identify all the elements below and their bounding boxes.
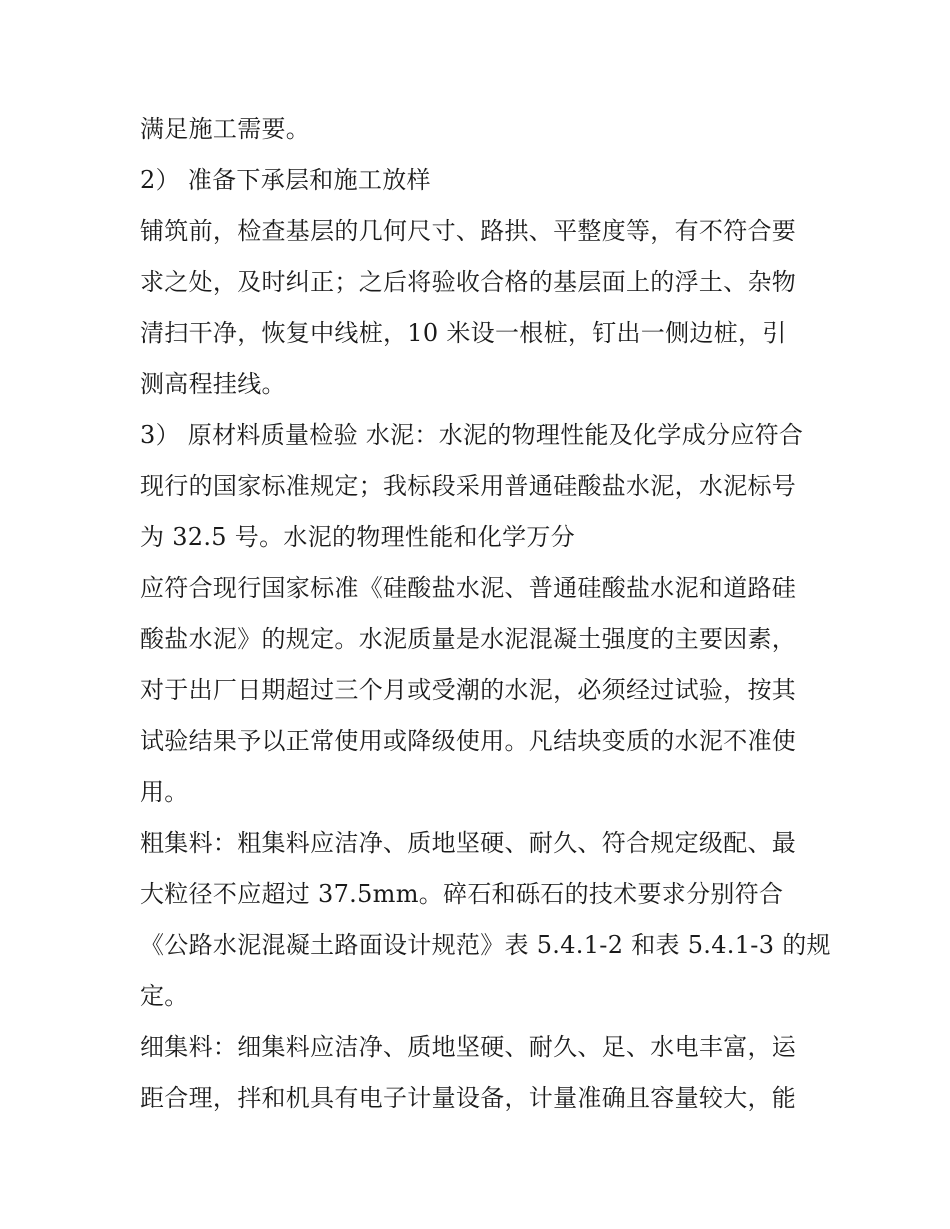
- document-body: [140, 104, 830, 1124]
- text-line: 距合理，拌和机具有电子计量设备，计量准确且容量较大，能: [140, 1084, 797, 1112]
- text-line: 清扫干净，恢复中线桩，10 米设一根桩，钉出一侧边桩，引: [140, 319, 787, 347]
- section-heading-3: 3） 原材料质量检验 水泥：水泥的物理性能及化学成分应符合: [140, 421, 804, 449]
- text-line: 铺筑前，检查基层的几何尺寸、路拱、平整度等，有不符合要: [140, 217, 797, 245]
- text-line: 试验结果予以正常使用或降级使用。凡结块变质的水泥不准使: [140, 727, 797, 755]
- text-line: 对于出厂日期超过三个月或受潮的水泥，必须经过试验，按其: [140, 676, 797, 704]
- text-line: 定。: [140, 982, 189, 1010]
- text-line: 大粒径不应超过 37.5mm。碎石和砾石的技术要求分别符合: [140, 880, 784, 908]
- text-line: 测高程挂线。: [140, 370, 286, 398]
- text-line: 为 32.5 号。水泥的物理性能和化学万分: [140, 523, 575, 551]
- text-line: 满足施工需要。: [140, 115, 311, 143]
- text-line: 《公路水泥混凝土路面设计规范》表 5.4.1-2 和表 5.4.1-3 的规: [140, 931, 831, 959]
- text-line: 求之处，及时纠正；之后将验收合格的基层面上的浮土、杂物: [140, 268, 797, 296]
- section-heading-2: 2） 准备下承层和施工放样: [140, 166, 431, 194]
- text-line: 用。: [140, 778, 189, 806]
- coarse-aggregate-paragraph: 粗集料：粗集料应洁净、质地坚硬、耐久、符合规定级配、最: [140, 829, 797, 857]
- text-line: 酸盐水泥》的规定。水泥质量是水泥混凝土强度的主要因素，: [140, 625, 797, 653]
- text-line: 应符合现行国家标准《硅酸盐水泥、普通硅酸盐水泥和道路硅: [140, 574, 797, 602]
- fine-aggregate-paragraph: 细集料：细集料应洁净、质地坚硬、耐久、足、水电丰富，运: [140, 1033, 797, 1061]
- text-line: 现行的国家标准规定；我标段采用普通硅酸盐水泥，水泥标号: [140, 472, 797, 500]
